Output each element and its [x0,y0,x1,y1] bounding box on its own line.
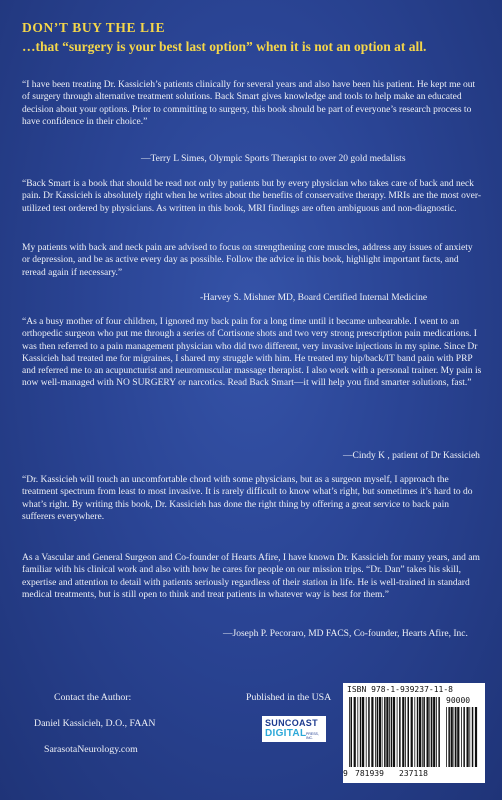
author-name: Daniel Kassicieh, D.O., FAAN [34,718,156,729]
published-label: Published in the USA [246,692,332,703]
barcode-bar [433,697,435,767]
barcode-bar [402,697,404,767]
barcode-bar [431,697,433,767]
barcode-bar [368,697,370,767]
barcode-bar [438,697,440,767]
author-website: SarasotaNeurology.com [44,744,138,755]
barcode-bar [457,707,459,767]
barcode-bar [393,697,395,767]
barcode-bar [419,697,421,767]
barcode-bar [377,697,379,767]
barcode-bar [463,707,465,767]
barcode-bar [366,697,367,767]
barcode-bar [379,697,381,767]
barcode-bar [461,707,462,767]
barcode-bar [454,707,455,767]
isbn-barcode [343,683,485,783]
price-bars [446,707,480,769]
barcode-bar [354,697,356,767]
barcode-bar [384,697,386,767]
quote-1-attribution: —Terry L Simes, Olympic Sports Therapist to over 20 gold medalists [141,154,406,164]
publisher-logo [262,716,326,742]
quote-3-attribution: —Cindy K , patient of Dr Kassicieh [343,451,480,461]
quote-paragraph: As a Vascular and General Surgeon and Co-founder of Hearts Afire, I have known Dr. Kassicieh for many years, and am familiar with his clinical work and also with how he cares for people on our mission trips. “Dr. Dan” takes his skill, expertise and attention to detail with patients seriously regardless of their station in life. He is well-trained in standard medical treatments, but is still open to think and treat patients in whatever way is best for them.” [22,553,480,600]
quote-paragraph: “I have been treating Dr. Kassicieh’s patients clinically for several years and also have been his patient. He kept me out of surgery through alternative treatment solutions. Back Smart gives knowledge and tools to help make an educated decision about your options. Prior to committing to surgery, this book should be part of everyone’s research process to have confidence in their choice.” [22,80,476,127]
barcode-bar [446,707,447,767]
barcode-bar [451,707,453,767]
contact-label: Contact the Author: [54,692,132,703]
quote-5-attribution: —Joseph P. Pecoraro, MD FACS, Co-founder, Hearts Afire, Inc. [223,629,468,639]
barcode-bar [417,697,419,767]
ean-left-digits: 781939 [355,769,384,778]
publisher-logo-line2: DIGITAL [265,728,307,739]
barcode-bar [351,697,353,767]
ean-right-digits: 237118 [399,769,428,778]
barcode-bar [448,707,450,767]
barcode-bar [349,697,350,767]
barcode-bar [423,697,425,767]
barcode-bar [427,697,429,767]
barcode-bar [405,697,406,767]
barcode-bar [436,697,437,767]
barcode-bar [362,697,364,767]
barcode-bar [382,697,383,767]
quote-4-text [22,474,482,523]
barcode-bar [357,697,358,767]
isbn-number: ISBN 978-1-939237-11-8 [347,685,453,694]
headline: DON’T BUY THE LIE [22,20,166,35]
quote-paragraph: “Dr. Kassicieh will touch an uncomfortable chord with some physicians, but as a surgeon myself, I approach the treatment spectrum from least to most invasive. It is rarely difficult to know what’s right, but sometimes it’s hard to do what’s right. By writing this book, Dr. Kassicieh has done the right thing by offering a great service to back pain sufferers everywhere. [22,475,473,522]
barcode-bar [414,697,415,767]
quote-paragraph: “As a busy mother of four children, I ignored my back pain for a long time until it became unbearable. I went to an orthopedic surgeon who put me through a series of Cortisone shots and two very strong prescription pain medications. I was then referred to a pain management physician who did two different, very invasive injections in my spine. Since Dr Kassicieh had treated me for migraines, I shared my struggle with him. He treated my hip/back/IT band pain with PRP and referred me to an acupuncturist and neuromuscular massage therapist. I also work with a personal trainer. My pain is now well-managed with NO SURGERY or narcotics. Read Back Smart—it will help you find smarter solutions, fast.” [22,317,482,389]
barcode-bar [386,697,388,767]
barcode-bar [399,697,401,767]
barcode-bar [475,707,477,767]
quote-2b-text [22,242,482,279]
publisher-logo-line3: PRESS, INC. [306,732,319,740]
barcode-bar [469,707,470,767]
barcode-bar [467,707,469,767]
publisher-logo-line1: SUNCOAST [265,718,318,728]
ean-bars [349,697,443,771]
barcode-bar [397,697,398,767]
quote-2-text [22,178,482,215]
barcode-bar [391,697,393,767]
barcode-bar [389,697,390,767]
barcode-bar [422,697,423,767]
barcode-bar [455,707,457,767]
barcode-bar [371,697,373,767]
quote-paragraph: “Back Smart is a book that should be read not only by patients but by every physician who takes care of back and neck pain. Dr Kassicieh is absolutely right when he writes about the benefits of conservative therapy. MRIs are the most over-utilized test ordered by physicians. As written in this book, MRI findings are often ambiguous and non-diagnostic. [22,179,482,214]
quote-2-attribution: -Harvey S. Mishner MD, Board Certified Internal Medicine [200,293,428,303]
quote-5-text [22,552,482,601]
barcode-bar [408,697,410,767]
ean-first-digit: 9 [343,769,348,778]
barcode-bar [360,697,362,767]
quote-3-text [22,316,482,390]
quote-1-text [22,79,482,128]
barcode-bar [375,697,376,767]
barcode-bar [429,697,430,767]
price-code: 90000 [446,696,471,705]
subheadline: …that “surgery is your best last option” when it is not an option at all. [22,39,427,54]
quote-paragraph: My patients with back and neck pain are advised to focus on strengthening core muscles, address any issues of anxiety or depression, and be as active every day as possible. Follow the advice in this book, highlight important facts, and reread again if necessary.” [22,243,473,278]
barcode-bar [411,697,413,767]
barcode-bar [472,707,474,767]
